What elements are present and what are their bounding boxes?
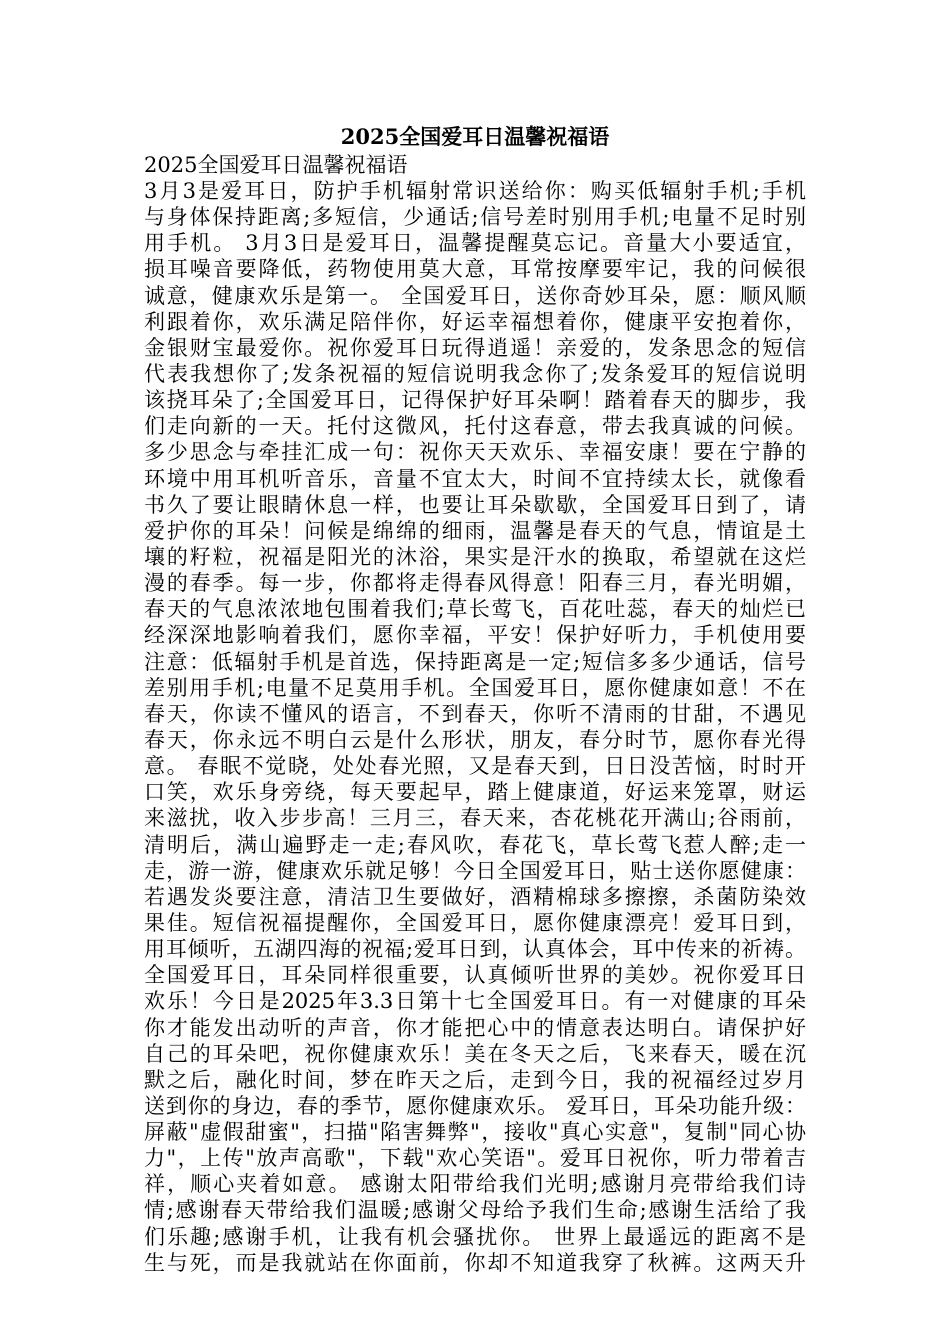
body-text-line: 春天的气息浓浓地包围着我们;草长莺飞，百花吐蕊，春天的灿烂已 [144,597,806,622]
body-text-line: 与身体保持距离;多短信，少通话;信号差时别用手机;电量不足时别 [144,205,806,230]
body-text-line: 你才能发出动听的声音，你才能把心中的情意表达明白。请保护好 [144,1015,806,1040]
body-text-line: 注意：低辐射手机是首选，保持距离是一定;短信多多少通话，信号 [144,649,806,674]
body-text-line: 环境中用耳机听音乐，音量不宜太大，时间不宜持续太长，就像看 [144,466,806,491]
body-text-line: 诚意，健康欢乐是第一。 全国爱耳日，送你奇妙耳朵，愿：顺风顺 [144,283,806,308]
body-text-line: 欢乐！今日是2025年3.3日第十七全国爱耳日。有一对健康的耳朵 [144,989,806,1014]
body-text-line: 们走向新的一天。托付这微风，托付这春意，带去我真诚的问候。 [144,414,806,439]
body-text-line: 用手机。 3月3日是爱耳日，温馨提醒莫忘记。音量大小要适宜， [144,231,806,256]
body-text-line: 经深深地影响着我们，愿你幸福，平安！保护好听力，手机使用要 [144,623,806,648]
body-text-line: 若遇发炎要注意，清洁卫生要做好，酒精棉球多擦擦，杀菌防染效 [144,884,806,909]
body-text-line: 生与死，而是我就站在你面前，你却不知道我穿了秋裤。这两天升 [144,1250,806,1275]
document-body [144,178,806,1276]
document-page [144,122,806,1276]
body-text-line: 金银财宝最爱你。祝你爱耳日玩得逍遥！亲爱的，发条思念的短信 [144,335,806,360]
body-text-line: 代表我想你了;发条祝福的短信说明我念你了;发条爱耳的短信说明 [144,361,806,386]
body-text-line: 屏蔽"虚假甜蜜"，扫描"陷害舞弊"，接收"真心实意"，复制"同心协 [144,1120,806,1145]
document-title: 2025全国爱耳日温馨祝福语 [340,124,610,149]
body-text-line: 力"，上传"放声高歌"，下载"欢心笑语"。爱耳日祝你，听力带着吉 [144,1146,806,1171]
body-text-line: 自己的耳朵吧，祝你健康欢乐！美在冬天之后，飞来春天，暖在沉 [144,1041,806,1066]
body-text-line: 多少思念与牵挂汇成一句：祝你天天欢乐、幸福安康！要在宁静的 [144,440,806,465]
body-text-line: 口笑，欢乐身旁绕，每天要起早，踏上健康道，好运来笼罩，财运 [144,780,806,805]
body-text-line: 果佳。短信祝福提醒你，全国爱耳日，愿你健康漂亮！爱耳日到， [144,910,806,935]
body-text-line: 祥，顺心夹着如意。 感谢太阳带给我们光明;感谢月亮带给我们诗 [144,1172,806,1197]
body-text-line: 春天，你读不懂风的语言，不到春天，你听不清雨的甘甜，不遇见 [144,701,806,726]
body-text-line: 春天，你永远不明白云是什么形状，朋友，春分时节，愿你春光得 [144,727,806,752]
body-text-line: 该挠耳朵了;全国爱耳日，记得保护好耳朵啊！踏着春天的脚步，我 [144,388,806,413]
body-text-line: 走，游一游，健康欢乐就足够！今日全国爱耳日，贴士送你愿健康： [144,858,806,883]
body-text-line: 差别用手机;电量不足莫用手机。全国爱耳日，愿你健康如意！不在 [144,675,806,700]
body-text-line: 情;感谢春天带给我们温暖;感谢父母给予我们生命;感谢生活给了我 [144,1198,806,1223]
body-text-line: 送到你的身边，春的季节，愿你健康欢乐。 爱耳日，耳朵功能升级： [144,1093,806,1118]
body-text-line: 3月3是爱耳日，防护手机辐射常识送给你：购买低辐射手机;手机 [144,179,806,203]
body-text-line: 来滋扰，收入步步高！三月三，春天来，杏花桃花开满山;谷雨前， [144,806,806,831]
body-text-line: 全国爱耳日，耳朵同样很重要，认真倾听世界的美妙。祝你爱耳日 [144,963,806,988]
body-text-line: 清明后，满山遍野走一走;春风吹，春花飞，草长莺飞惹人醉;走一 [144,832,806,857]
body-text-line: 损耳噪音要降低，药物使用莫大意，耳常按摩要牢记，我的问候很 [144,257,806,282]
body-text-line: 书久了要让眼睛休息一样，也要让耳朵歇歇，全国爱耳日到了，请 [144,492,806,517]
document-subtitle: 2025全国爱耳日温馨祝福语 [144,153,408,177]
body-text-line: 用耳倾听，五湖四海的祝福;爱耳日到，认真体会，耳中传来的祈祷。 [144,937,806,962]
body-text-line: 利跟着你，欢乐满足陪伴你，好运幸福想着你，健康平安抱着你， [144,309,806,334]
body-text-line: 意。 春眠不觉晓，处处春光照，又是春天到，日日没苦恼，时时开 [144,754,806,779]
body-text-line: 们乐趣;感谢手机，让我有机会骚扰你。 世界上最遥远的距离不是 [144,1224,806,1249]
body-text-line: 壤的籽粒，祝福是阳光的沐浴，果实是汗水的换取，希望就在这烂 [144,544,806,569]
body-text-line: 漫的春季。每一步，你都将走得春风得意！阳春三月，春光明媚， [144,571,806,596]
body-text-line: 爱护你的耳朵！问候是绵绵的细雨，温馨是春天的气息，情谊是土 [144,518,806,543]
body-text-line: 默之后，融化时间，梦在昨天之后，走到今日，我的祝福经过岁月 [144,1067,806,1092]
